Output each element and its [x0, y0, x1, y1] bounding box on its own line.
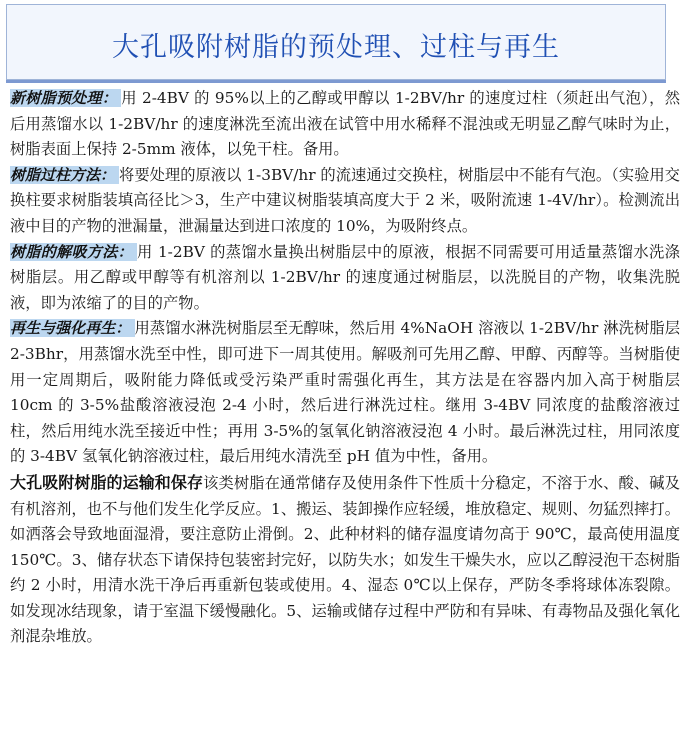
section-transport-storage: [10, 470, 680, 650]
section-text: 用 2-4BV 的 95%以上的乙醇或甲醇以 1-2BV/hr 的速度过柱（须赶出气泡），然后用蒸馏水以 1-2BV/hr 的速度淋洗至流出液在试管中用水稀释不混浊或无明显乙醇气味时为止，树脂表面上保持 2-5mm 液体，以免干柱。备用。: [10, 89, 680, 159]
section-label: 再生与强化再生：: [10, 319, 135, 337]
section-label: 新树脂预处理：: [10, 89, 121, 107]
section-label: 树脂过柱方法：: [10, 166, 119, 184]
section-text: 将要处理的原液以 1-3BV/hr 的流速通过交换柱，树脂层中不能有气泡。（实验用交换柱要求树脂装填高径比＞3，生产中建议树脂装填高度大于 2 米，吸附流速 1-4V/hr）。检测流出液中目的产物的泄漏量，泄漏量达到进口浓度的 10%，为吸附终点。: [10, 165, 680, 235]
section-label: 大孔吸附树脂的运输和保存: [10, 472, 204, 492]
document-body: [10, 86, 680, 650]
section-regeneration: [10, 316, 680, 470]
section-desorption: [10, 240, 680, 317]
title-box: [6, 4, 666, 80]
section-text: 该类树脂在通常储存及使用条件下性质十分稳定，不溶于水、酸、碱及有机溶剂，也不与他们发生化学反应。1、搬运、装卸操作应轻缓，堆放稳定、规则、勿猛烈摔打。如洒落会导致地面湿滑，要注意防止滑倒。2、此种材料的储存温度请勿高于 90℃，最高使用温度 150℃。3、储存状态下请保持包装密封完好，以防失水；如发生干燥失水，应以乙醇浸泡干态树脂约 2 小时，用清水洗干净后再重新包装或使用。4、湿态 0℃以上保存，严防冬季将球体冻裂隙。如发现冰结现象，请于室温下缓慢融化。5、运输或储存过程中严防和有异味、有毒物品及强化氧化剂混杂堆放。: [10, 473, 680, 646]
section-text: 用蒸馏水淋洗树脂层至无醇味，然后用 4%NaOH 溶液以 1-2BV/hr 淋洗树脂层 2-3Bhr，用蒸馏水洗至中性，即可进下一周其使用。解吸剂可先用乙醇、甲醇、丙醇等。当树脂使用一定周期后，吸附能力降低或受污染严重时需强化再生，其方法是在容器内加入高于树脂层 10cm 的 3-5%盐酸溶液浸泡 2-4 小时，然后进行淋洗过柱。继用 3-4BV 同浓度的盐酸溶液过柱，然后用纯水洗至接近中性；再用 3-5%的氢氧化钠溶液浸泡 4 小时。最后淋洗过柱，用同浓度的 3-4BV 氢氧化钠溶液过柱，最后用纯水清洗至 pH 值为中性，备用。: [10, 319, 680, 466]
page-title: 大孔吸附树脂的预处理、过柱与再生: [112, 32, 560, 63]
section-column-method: [10, 163, 680, 240]
section-pretreatment: [10, 86, 680, 163]
section-label: 树脂的解吸方法：: [10, 243, 137, 261]
title-underline: [6, 80, 666, 83]
section-text: 用 1-2BV 的蒸馏水量换出树脂层中的原液，根据不同需要可用适量蒸馏水洗涤树脂层。用乙醇或甲醇等有机溶剂以 1-2BV/hr 的速度通过树脂层，以洗脱目的产物，收集洗脱液，即为浓缩了的目的产物。: [10, 242, 680, 312]
